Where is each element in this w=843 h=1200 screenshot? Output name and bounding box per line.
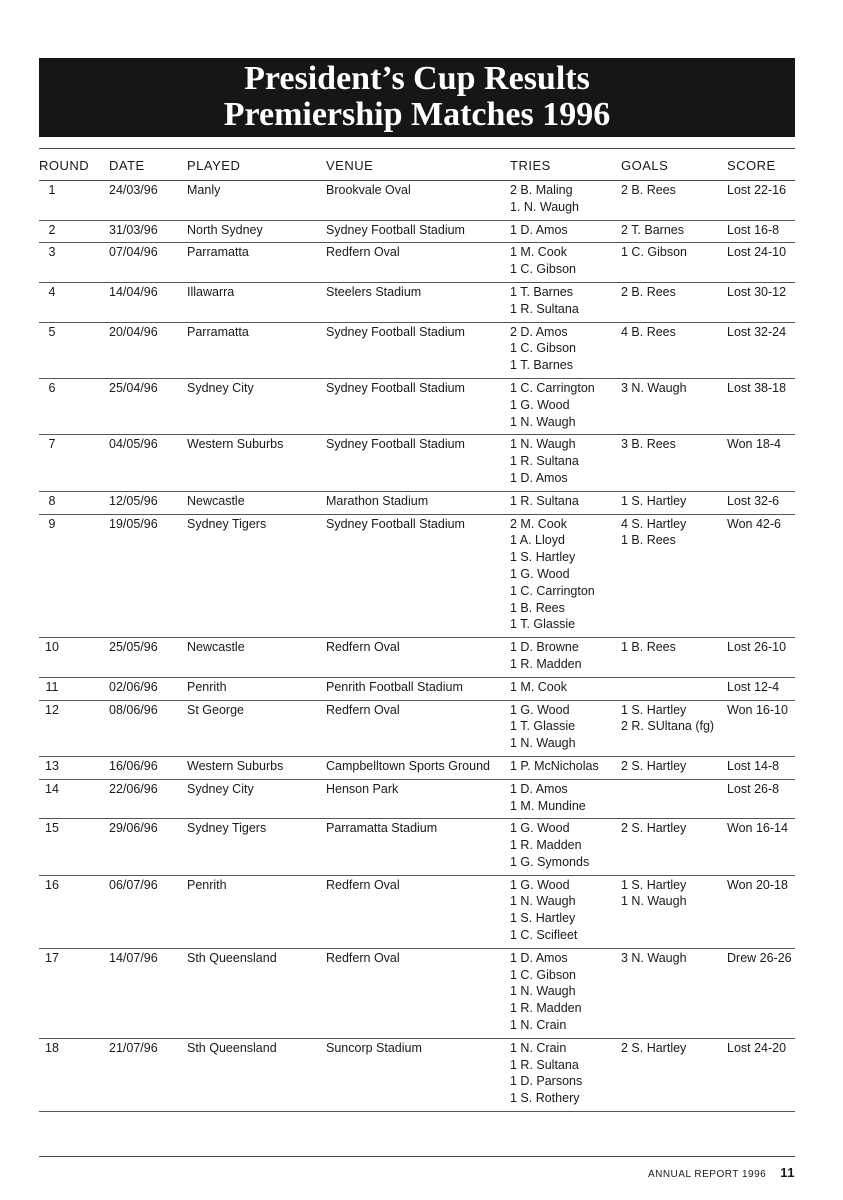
page-title: President’s Cup Results	[244, 60, 590, 97]
goals-cell	[621, 435, 727, 491]
venue-cell: Redfern Oval	[326, 875, 510, 948]
score-cell: Lost 24-10	[727, 243, 795, 283]
goals-cell	[621, 491, 727, 514]
score-cell: Won 16-10	[727, 700, 795, 756]
venue-cell: Redfern Oval	[326, 243, 510, 283]
tries-cell	[510, 779, 621, 819]
date-cell: 21/07/96	[109, 1038, 187, 1111]
goal-kicker: 2 S. Hartley	[621, 758, 687, 773]
goals-cell	[621, 875, 727, 948]
tries-cell	[510, 638, 621, 678]
results-table	[39, 154, 795, 1112]
tries-cell	[510, 875, 621, 948]
table-row	[39, 491, 795, 514]
round-cell: 15	[39, 819, 109, 875]
score-cell: Lost 12-4	[727, 677, 795, 700]
date-cell: 24/03/96	[109, 181, 187, 221]
venue-cell: Sydney Football Stadium	[326, 514, 510, 638]
date-cell: 14/04/96	[109, 282, 187, 322]
opponent-cell: Penrith	[187, 677, 326, 700]
try-scorer: 1 G. Wood	[510, 566, 570, 581]
try-scorer: 1 T. Barnes	[510, 284, 574, 299]
opponent-cell: Manly	[187, 181, 326, 221]
goal-kicker: 1 C. Gibson	[621, 245, 688, 260]
try-scorer: 1 R. Sultana	[510, 301, 579, 316]
tries-cell	[510, 819, 621, 875]
score-cell: Lost 30-12	[727, 282, 795, 322]
page-footer	[648, 1165, 795, 1180]
try-scorer: 1 N. Waugh	[510, 437, 576, 452]
score-cell: Lost 32-24	[727, 322, 795, 378]
tries-cell	[510, 435, 621, 491]
table-row	[39, 779, 795, 819]
venue-cell: Redfern Oval	[326, 700, 510, 756]
tries-cell	[510, 282, 621, 322]
round-cell: 17	[39, 948, 109, 1038]
table-row	[39, 819, 795, 875]
goal-kicker: 3 N. Waugh	[621, 380, 687, 395]
goals-cell	[621, 779, 727, 819]
venue-cell: Penrith Football Stadium	[326, 677, 510, 700]
round-cell: 7	[39, 435, 109, 491]
try-scorer: 1 C. Scifleet	[510, 928, 578, 943]
page-number: 11	[780, 1165, 795, 1180]
date-cell: 16/06/96	[109, 756, 187, 779]
goals-cell	[621, 756, 727, 779]
try-scorer: 1 M. Mundine	[510, 798, 586, 813]
venue-cell: Suncorp Stadium	[326, 1038, 510, 1111]
goal-kicker: 1 N. Waugh	[621, 894, 687, 909]
round-cell: 2	[39, 220, 109, 243]
try-scorer: 1 T. Glassie	[510, 617, 576, 632]
tries-cell	[510, 677, 621, 700]
date-cell: 19/05/96	[109, 514, 187, 638]
score-cell: Lost 38-18	[727, 378, 795, 434]
table-row	[39, 181, 795, 221]
date-cell: 20/04/96	[109, 322, 187, 378]
opponent-cell: Sydney City	[187, 779, 326, 819]
try-scorer: 1 D. Amos	[510, 950, 568, 965]
goals-cell	[621, 677, 727, 700]
round-cell: 16	[39, 875, 109, 948]
score-cell: Lost 24-20	[727, 1038, 795, 1111]
try-scorer: 1 R. Sultana	[510, 1057, 579, 1072]
try-scorer: 1 D. Amos	[510, 470, 568, 485]
opponent-cell: Sydney Tigers	[187, 819, 326, 875]
column-header-tries: TRIES	[510, 154, 621, 181]
try-scorer: 1 P. McNicholas	[510, 758, 599, 773]
opponent-cell: North Sydney	[187, 220, 326, 243]
goal-kicker: 4 S. Hartley	[621, 516, 687, 531]
table-row	[39, 322, 795, 378]
goal-kicker: 2 B. Rees	[621, 183, 676, 197]
score-cell: Lost 32-6	[727, 491, 795, 514]
goal-kicker: 2 S. Hartley	[621, 1040, 687, 1055]
round-cell: 12	[39, 700, 109, 756]
try-scorer: 1 N. Crain	[510, 1018, 567, 1033]
table-row	[39, 378, 795, 434]
goal-kicker: 3 N. Waugh	[621, 950, 687, 965]
try-scorer: 1 C. Gibson	[510, 341, 577, 356]
try-scorer: 2 D. Amos	[510, 324, 568, 339]
tries-cell	[510, 220, 621, 243]
table-row	[39, 875, 795, 948]
try-scorer: 1 G. Wood	[510, 397, 570, 412]
try-scorer: 1 N. Waugh	[510, 736, 576, 751]
try-scorer: 1 D. Amos	[510, 222, 568, 237]
venue-cell: Redfern Oval	[326, 638, 510, 678]
score-cell: Lost 26-10	[727, 638, 795, 678]
venue-cell: Sydney Football Stadium	[326, 435, 510, 491]
table-row	[39, 700, 795, 756]
opponent-cell: Sth Queensland	[187, 1038, 326, 1111]
round-cell: 1	[39, 181, 109, 221]
round-cell: 8	[39, 491, 109, 514]
goal-kicker: 2 S. Hartley	[621, 821, 687, 836]
goals-cell	[621, 282, 727, 322]
venue-cell: Sydney Football Stadium	[326, 220, 510, 243]
try-scorer: 1 N. Waugh	[510, 894, 576, 909]
score-cell: Won 18-4	[727, 435, 795, 491]
tries-cell	[510, 181, 621, 221]
try-scorer: 2 B. Maling	[510, 183, 573, 197]
date-cell: 07/04/96	[109, 243, 187, 283]
table-header	[39, 154, 795, 181]
goals-cell	[621, 220, 727, 243]
report-label: ANNUAL REPORT 1996	[647, 1169, 767, 1180]
tries-cell	[510, 948, 621, 1038]
try-scorer: 1 S. Hartley	[510, 911, 576, 926]
round-cell: 3	[39, 243, 109, 283]
try-scorer: 1 D. Amos	[510, 781, 568, 796]
try-scorer: 1 R. Sultana	[510, 454, 579, 469]
tries-cell	[510, 378, 621, 434]
try-scorer: 1 C. Gibson	[510, 967, 577, 982]
tries-cell	[510, 514, 621, 638]
try-scorer: 1 G. Symonds	[510, 854, 590, 869]
round-cell: 13	[39, 756, 109, 779]
try-scorer: 1 B. Rees	[510, 600, 565, 615]
try-scorer: 1 C. Carrington	[510, 583, 595, 598]
column-header-round: ROUND	[39, 154, 109, 181]
opponent-cell: Newcastle	[187, 638, 326, 678]
try-scorer: 1 S. Hartley	[510, 550, 576, 565]
try-scorer: 1 D. Parsons	[510, 1074, 583, 1089]
venue-cell: Campbelltown Sports Ground	[326, 756, 510, 779]
try-scorer: 1 S. Rothery	[510, 1091, 580, 1106]
goal-kicker: 4 B. Rees	[621, 324, 676, 339]
venue-cell: Brookvale Oval	[326, 181, 510, 221]
score-cell: Lost 14-8	[727, 756, 795, 779]
goal-kicker: 1 S. Hartley	[621, 493, 687, 508]
opponent-cell: Illawarra	[187, 282, 326, 322]
score-cell: Lost 16-8	[727, 220, 795, 243]
column-header-played: PLAYED	[187, 154, 326, 181]
date-cell: 25/05/96	[109, 638, 187, 678]
column-header-score: SCORE	[727, 154, 795, 181]
table-row	[39, 1038, 795, 1111]
try-scorer: 1 N. Waugh	[510, 984, 576, 999]
score-cell: Won 16-14	[727, 819, 795, 875]
opponent-cell: Sydney City	[187, 378, 326, 434]
opponent-cell: Sth Queensland	[187, 948, 326, 1038]
try-scorer: 1 G. Wood	[510, 702, 570, 717]
goal-kicker: 2 B. Rees	[621, 284, 676, 299]
try-scorer: 1 T. Barnes	[510, 358, 574, 373]
try-scorer: 1 D. Browne	[510, 640, 579, 655]
goal-kicker: 1 S. Hartley	[621, 877, 687, 892]
table-row	[39, 435, 795, 491]
page-subtitle: Premiership Matches 1996	[223, 96, 611, 133]
opponent-cell: Western Suburbs	[187, 756, 326, 779]
venue-cell: Steelers Stadium	[326, 282, 510, 322]
divider	[39, 1156, 795, 1157]
round-cell: 14	[39, 779, 109, 819]
goals-cell	[621, 181, 727, 221]
date-cell: 02/06/96	[109, 677, 187, 700]
try-scorer: 1 M. Cook	[510, 679, 567, 694]
table-row	[39, 514, 795, 638]
try-scorer: 1. N. Waugh	[510, 199, 580, 214]
try-scorer: 1 G. Wood	[510, 877, 570, 892]
try-scorer: 1 R. Sultana	[510, 493, 579, 508]
goals-cell	[621, 514, 727, 638]
try-scorer: 1 N. Waugh	[510, 414, 576, 429]
score-cell: Drew 26-26	[727, 948, 795, 1038]
tries-cell	[510, 243, 621, 283]
try-scorer: 1 C. Gibson	[510, 262, 577, 277]
goals-cell	[621, 638, 727, 678]
venue-cell: Parramatta Stadium	[326, 819, 510, 875]
try-scorer: 1 R. Madden	[510, 838, 582, 853]
table-row	[39, 638, 795, 678]
goals-cell	[621, 1038, 727, 1111]
table-row	[39, 220, 795, 243]
opponent-cell: Western Suburbs	[187, 435, 326, 491]
date-cell: 04/05/96	[109, 435, 187, 491]
tries-cell	[510, 1038, 621, 1111]
goals-cell	[621, 378, 727, 434]
opponent-cell: Parramatta	[187, 243, 326, 283]
date-cell: 22/06/96	[109, 779, 187, 819]
goal-kicker: 1 S. Hartley	[621, 702, 687, 717]
tries-cell	[510, 756, 621, 779]
goal-kicker: 1 B. Rees	[621, 640, 676, 655]
round-cell: 4	[39, 282, 109, 322]
venue-cell: Marathon Stadium	[326, 491, 510, 514]
date-cell: 12/05/96	[109, 491, 187, 514]
round-cell: 9	[39, 514, 109, 638]
table-row	[39, 948, 795, 1038]
column-header-date: DATE	[109, 154, 187, 181]
round-cell: 11	[39, 677, 109, 700]
goals-cell	[621, 700, 727, 756]
tries-cell	[510, 322, 621, 378]
score-cell: Lost 26-8	[727, 779, 795, 819]
goal-kicker: 1 B. Rees	[621, 533, 676, 548]
score-cell: Won 42-6	[727, 514, 795, 638]
opponent-cell: Sydney Tigers	[187, 514, 326, 638]
date-cell: 25/04/96	[109, 378, 187, 434]
score-cell: Won 20-18	[727, 875, 795, 948]
round-cell: 18	[39, 1038, 109, 1111]
table-row	[39, 756, 795, 779]
title-banner	[39, 58, 795, 137]
date-cell: 14/07/96	[109, 948, 187, 1038]
try-scorer: 1 R. Madden	[510, 1001, 582, 1016]
venue-cell: Sydney Football Stadium	[326, 378, 510, 434]
table-row	[39, 677, 795, 700]
table-row	[39, 282, 795, 322]
try-scorer: 1 T. Glassie	[510, 719, 576, 734]
venue-cell: Redfern Oval	[326, 948, 510, 1038]
goals-cell	[621, 819, 727, 875]
try-scorer: 1 N. Crain	[510, 1040, 567, 1055]
goal-kicker: 2 R. SUltana (fg)	[621, 719, 715, 734]
goals-cell	[621, 322, 727, 378]
score-cell: Lost 22-16	[727, 181, 795, 221]
opponent-cell: St George	[187, 700, 326, 756]
date-cell: 29/06/96	[109, 819, 187, 875]
try-scorer: 1 G. Wood	[510, 821, 570, 836]
try-scorer: 1 M. Cook	[510, 245, 567, 260]
round-cell: 5	[39, 322, 109, 378]
date-cell: 31/03/96	[109, 220, 187, 243]
table-row	[39, 243, 795, 283]
tries-cell	[510, 491, 621, 514]
divider	[39, 148, 795, 149]
opponent-cell: Newcastle	[187, 491, 326, 514]
results-body	[39, 181, 795, 1112]
goal-kicker: 2 T. Barnes	[621, 222, 685, 237]
opponent-cell: Penrith	[187, 875, 326, 948]
date-cell: 06/07/96	[109, 875, 187, 948]
try-scorer: 1 R. Madden	[510, 656, 582, 671]
opponent-cell: Parramatta	[187, 322, 326, 378]
venue-cell: Henson Park	[326, 779, 510, 819]
try-scorer: 2 M. Cook	[510, 516, 567, 531]
tries-cell	[510, 700, 621, 756]
round-cell: 6	[39, 378, 109, 434]
round-cell: 10	[39, 638, 109, 678]
column-header-venue: VENUE	[326, 154, 510, 181]
date-cell: 08/06/96	[109, 700, 187, 756]
goal-kicker: 3 B. Rees	[621, 437, 676, 452]
goals-cell	[621, 948, 727, 1038]
try-scorer: 1 A. Lloyd	[510, 533, 565, 548]
goals-cell	[621, 243, 727, 283]
venue-cell: Sydney Football Stadium	[326, 322, 510, 378]
try-scorer: 1 C. Carrington	[510, 380, 595, 395]
column-header-goals: GOALS	[621, 154, 727, 181]
